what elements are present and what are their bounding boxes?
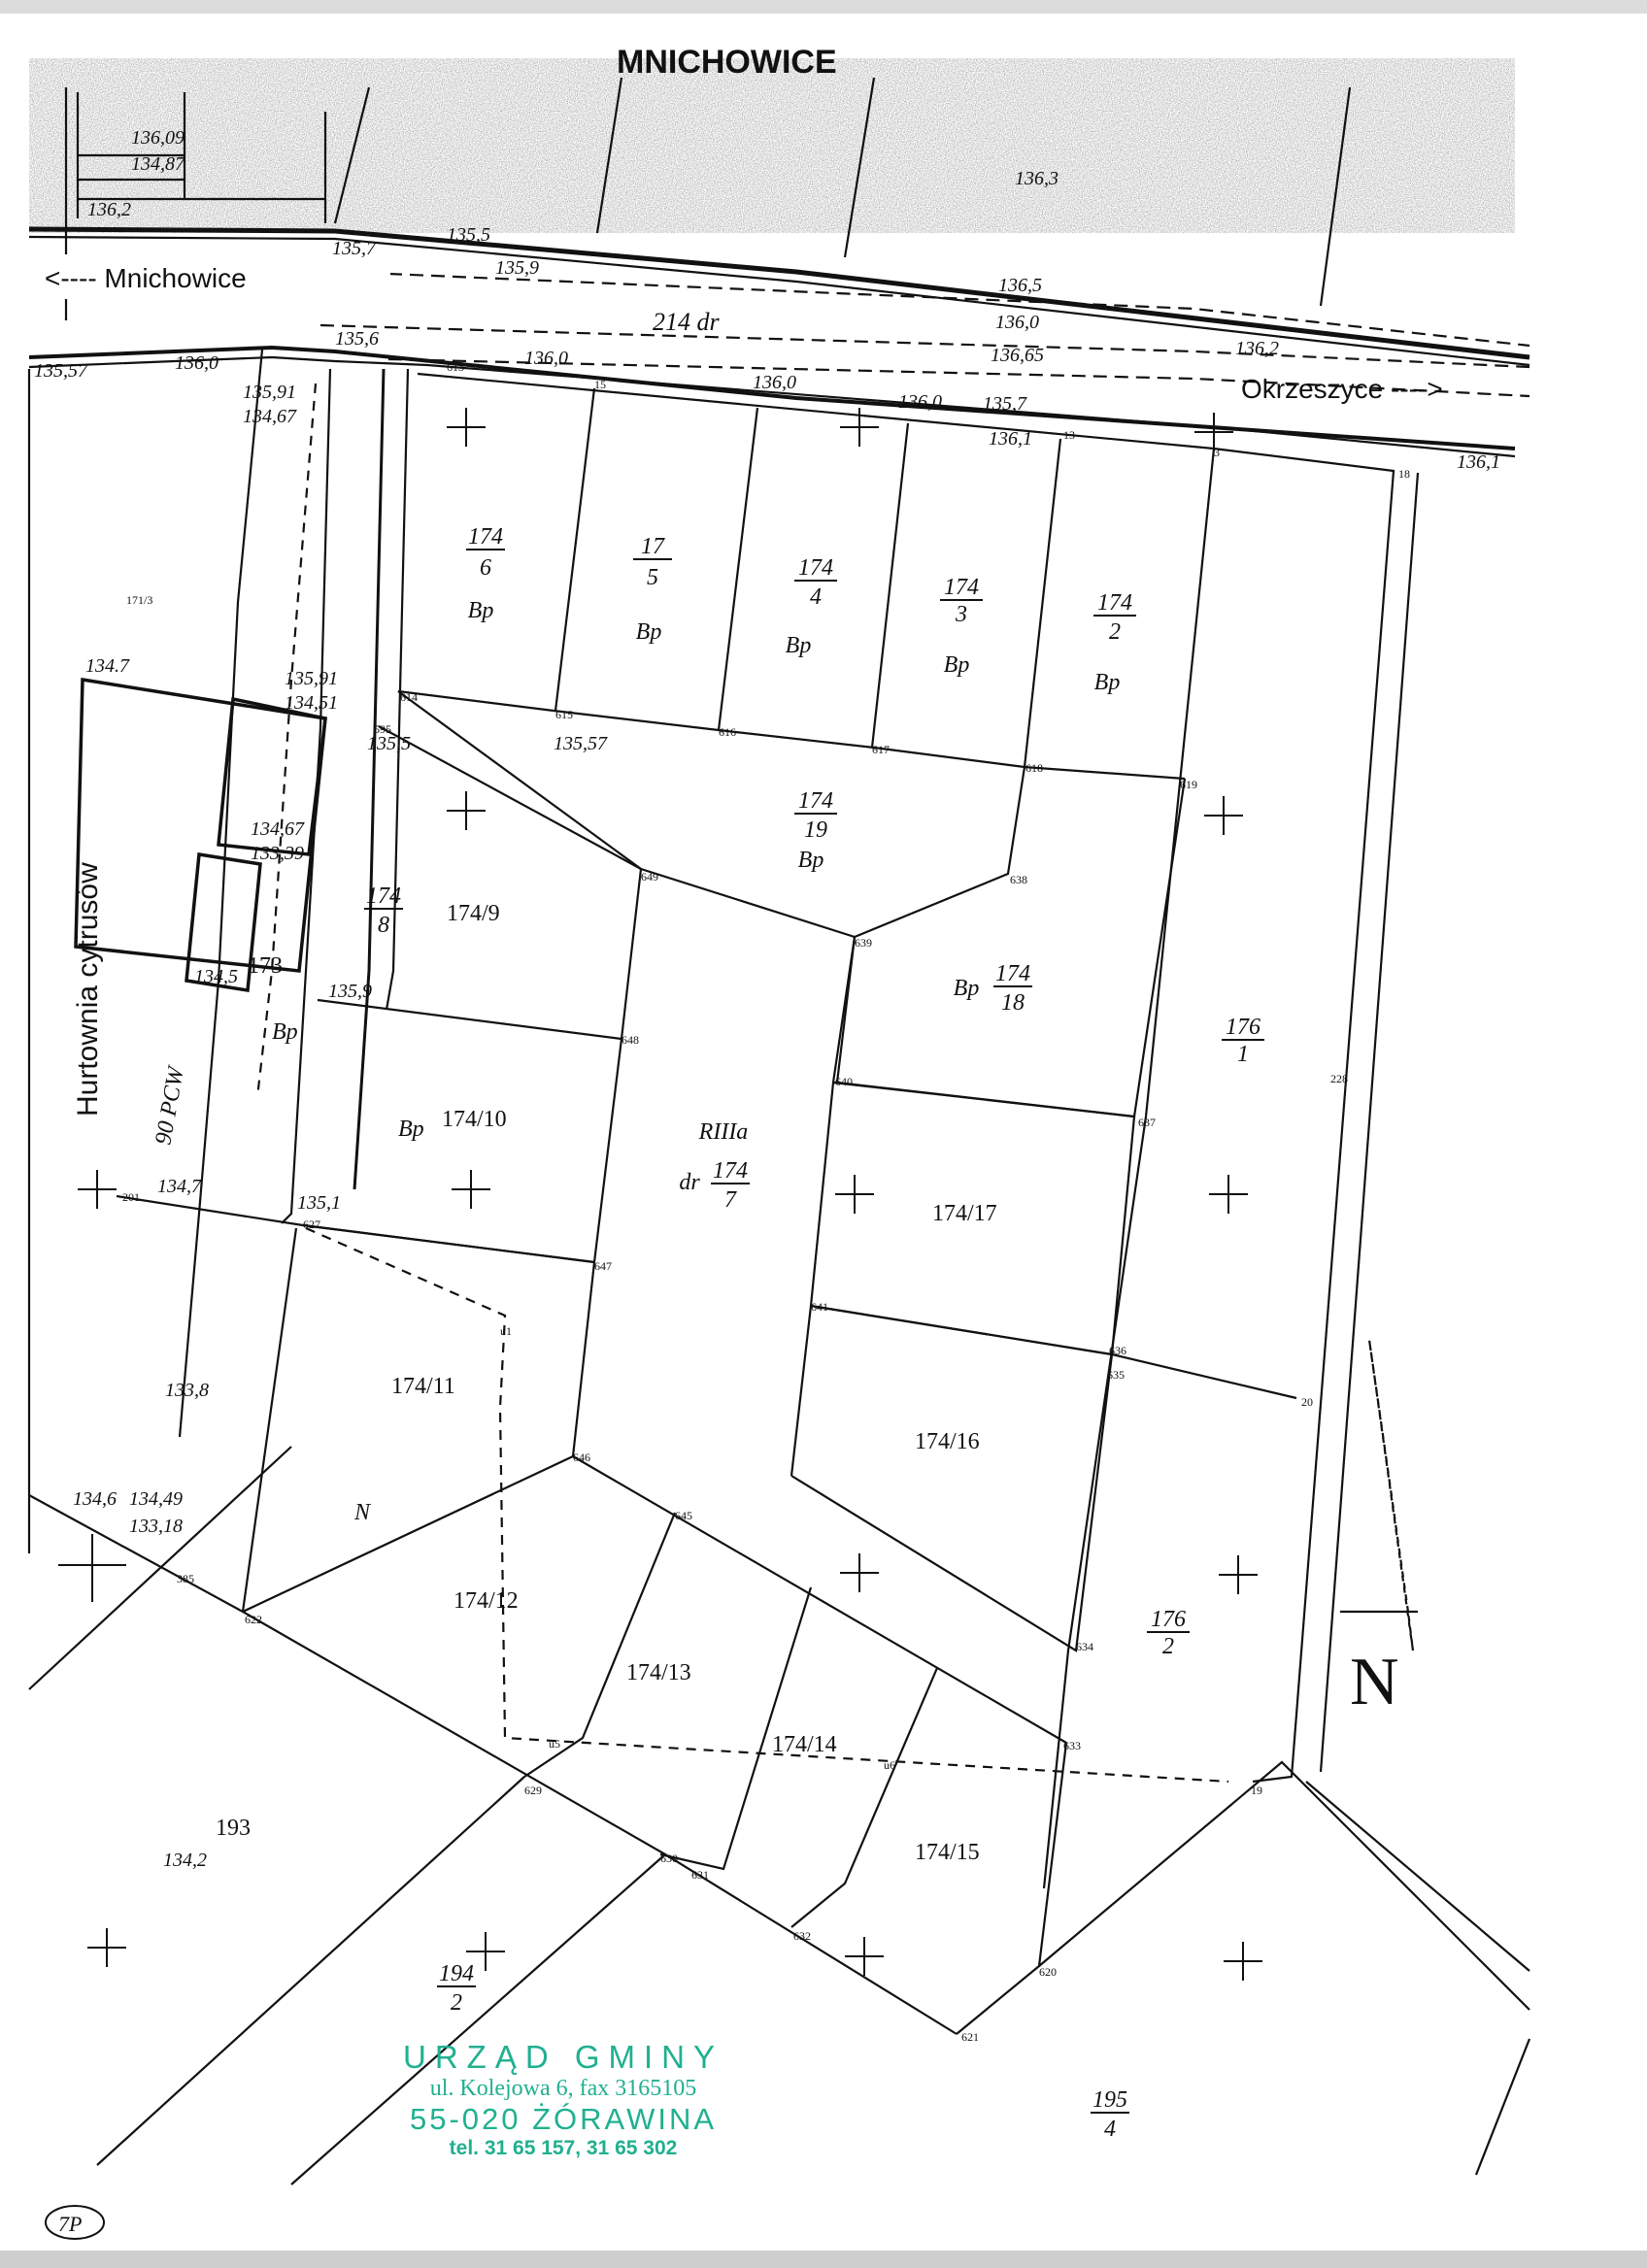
elev: 135,9 xyxy=(328,981,372,1002)
elev: 135,1 xyxy=(297,1192,341,1214)
parcel-2-den: 2 xyxy=(1109,619,1121,645)
diag-right-2 xyxy=(1306,1782,1529,1971)
left-boundary-1 xyxy=(180,350,262,1437)
parcel-11-boundary xyxy=(243,1262,594,1612)
elev: 133,8 xyxy=(165,1380,209,1401)
elev: 136,0 xyxy=(898,391,942,413)
parcel-5-num: 17 xyxy=(641,534,664,559)
elev: 135,57 xyxy=(554,733,607,754)
parcel-2-use: Bp xyxy=(1093,670,1121,695)
elev: 136,0 xyxy=(995,312,1039,333)
parcel-7-prefix: dr xyxy=(679,1170,700,1195)
elev: 134,67 xyxy=(243,406,296,427)
parcel-195-4-num: 195 xyxy=(1092,2087,1127,2113)
elev: 135,57 xyxy=(34,360,87,382)
north-arrow-letter: N xyxy=(1350,1645,1399,1719)
stamp-line-3: 55-020 ŻÓRAWINA xyxy=(409,2102,718,2136)
parcel-8-num: 174 xyxy=(366,884,401,909)
pt: 3 xyxy=(1214,446,1220,459)
north-arrow-line xyxy=(1369,1340,1413,1651)
elev: 135,7 xyxy=(332,238,376,259)
parcel-193: 193 xyxy=(216,1816,251,1841)
parcel-176-outer xyxy=(1214,449,1394,1782)
pt: 640 xyxy=(835,1075,853,1088)
elev: 136,5 xyxy=(998,275,1042,296)
hatch-line xyxy=(257,384,316,1097)
pt: 201 xyxy=(122,1190,140,1204)
elev: 135,91 xyxy=(285,668,338,689)
cross xyxy=(447,791,486,830)
cross xyxy=(835,1175,874,1214)
side-label: Hurtownia cytrusów xyxy=(72,862,104,1117)
parcel-14-15 xyxy=(791,1668,937,1927)
svg-text:7P: 7P xyxy=(58,2212,83,2236)
parcel-13-14 xyxy=(660,1587,811,1869)
parcel-16-boundary xyxy=(791,1306,1112,1651)
pt: 228 xyxy=(1330,1072,1348,1085)
parcel-numbers xyxy=(391,901,997,1865)
bp-left-a: Bp xyxy=(272,1019,298,1045)
parcel-11-left xyxy=(243,1228,296,1612)
cross xyxy=(840,1553,879,1592)
elev: 134,67 xyxy=(251,818,304,840)
parcel-7-den: 7 xyxy=(724,1187,736,1213)
elev: 134,7 xyxy=(157,1176,201,1197)
parcel-173: 173 xyxy=(248,953,283,979)
elev: 136,0 xyxy=(753,372,796,393)
pt: 19 xyxy=(1251,1784,1262,1797)
cross xyxy=(1204,796,1243,835)
elev: 136,09 xyxy=(131,127,185,149)
road-edge-dashed-2 xyxy=(320,325,1529,367)
parcel-4-num: 174 xyxy=(798,555,833,581)
map-title: MNICHOWICE xyxy=(617,44,837,81)
diag-left-1 xyxy=(29,1495,243,1612)
left-boundary-4 xyxy=(387,369,408,1010)
top-edge-shadow xyxy=(0,0,1647,14)
bp-left-b: Bp xyxy=(398,1117,424,1142)
parcel-174-15: 174/15 xyxy=(915,1840,980,1865)
pt: 629 xyxy=(524,1784,542,1797)
pt: 618 xyxy=(1025,761,1043,775)
elev: 134.7 xyxy=(85,655,129,677)
parcel-18-boundary xyxy=(837,779,1185,1117)
parcel-6-den: 6 xyxy=(480,555,491,581)
pt: 15 xyxy=(594,378,606,391)
elev: 136,0 xyxy=(175,352,218,374)
parcel-7-num: 174 xyxy=(713,1158,748,1184)
diag-right-1 xyxy=(1039,1762,1529,2010)
elev: 135,9 xyxy=(495,257,539,279)
parcel-18-num: 174 xyxy=(995,961,1030,986)
pt: 622 xyxy=(245,1613,262,1626)
cross xyxy=(447,408,486,447)
parcel-176-1-num: 176 xyxy=(1226,1015,1260,1040)
parcel-18-use: Bp xyxy=(953,976,980,1001)
parcel-19-den: 19 xyxy=(804,817,827,843)
parcel-8-den: 8 xyxy=(378,913,389,938)
parcel-19-use: Bp xyxy=(797,848,824,873)
elev: 136,65 xyxy=(991,345,1044,366)
parcel-10-boundary xyxy=(303,1039,622,1262)
parcel-3-use: Bp xyxy=(943,652,970,678)
pt: 613 xyxy=(447,360,464,374)
parcel-4-use: Bp xyxy=(785,633,812,658)
pt: 637 xyxy=(1138,1116,1156,1129)
parcel-div-3 xyxy=(872,423,908,748)
parcel-18-den: 18 xyxy=(1001,990,1025,1016)
pt: 616 xyxy=(719,725,736,739)
elev: 134,49 xyxy=(129,1488,183,1510)
parcel-174-16: 174/16 xyxy=(915,1429,980,1454)
elev: 136,1 xyxy=(989,428,1032,450)
cross xyxy=(58,1534,126,1602)
cross xyxy=(1219,1555,1258,1594)
parcel-174-10: 174/10 xyxy=(442,1107,507,1132)
diag-left-4 xyxy=(29,1447,291,1689)
pt: 645 xyxy=(675,1509,692,1522)
elev: 136,3 xyxy=(1015,168,1059,189)
diag-right-3 xyxy=(1476,2039,1529,2175)
parcel-195-4-den: 4 xyxy=(1104,2117,1116,2142)
office-stamp xyxy=(350,2039,777,2160)
parcel-176-divider xyxy=(1112,1354,1296,1398)
parcel-194-2-num: 194 xyxy=(439,1961,474,1986)
road-parcel-label: 214 dr xyxy=(653,308,720,336)
elev: 134,87 xyxy=(131,153,185,175)
parcel-2-num: 174 xyxy=(1097,590,1132,616)
stamp-line-2: ul. Kolejowa 6, fax 3165105 xyxy=(429,2076,697,2101)
parcel-5-den: 5 xyxy=(647,565,658,590)
bottom-edge-shadow xyxy=(0,2251,1647,2268)
pt: 630 xyxy=(660,1851,678,1865)
stamp-line-4: tel. 31 65 157, 31 65 302 xyxy=(449,2137,678,2159)
elev: 134,6 xyxy=(73,1488,117,1510)
pt: 639 xyxy=(855,936,872,950)
parcel-174-11: 174/11 xyxy=(391,1374,455,1399)
cross xyxy=(1224,1942,1262,1981)
parcel-row-bottom xyxy=(398,691,1185,779)
parcel-3-num: 174 xyxy=(944,575,979,600)
cross xyxy=(87,1928,126,1967)
elev: 136,2 xyxy=(87,199,131,220)
elev: 135,7 xyxy=(983,393,1026,415)
pt: 385 xyxy=(177,1572,194,1585)
elev: 135,5 xyxy=(447,224,490,246)
pt: 620 xyxy=(1039,1965,1057,1979)
pt: 615 xyxy=(555,708,573,721)
pipe-label: 90 PCW xyxy=(151,1065,189,1148)
left-boundary-3 xyxy=(354,369,384,1189)
parcel-15-bottom xyxy=(957,1743,1066,2034)
pt: 632 xyxy=(793,1929,811,1943)
pt: 648 xyxy=(622,1033,639,1047)
pt: 13 xyxy=(1063,428,1075,442)
parcel-6-use: Bp xyxy=(467,598,494,623)
misc-labels xyxy=(126,593,424,1841)
cross xyxy=(78,1170,117,1209)
parcel-176-2-den: 2 xyxy=(1162,1634,1174,1659)
parcel-div-2 xyxy=(719,408,757,730)
elev: 135,6 xyxy=(335,328,379,350)
elev: 134,5 xyxy=(194,966,238,987)
pt: 617 xyxy=(872,743,890,756)
pt: 627 xyxy=(303,1217,320,1231)
pt: 621 xyxy=(961,2030,979,2044)
diagonal-lower xyxy=(243,1612,957,2034)
parcel-174-13: 174/13 xyxy=(626,1660,691,1685)
parcel-19-num: 174 xyxy=(798,788,833,814)
pt: 614 xyxy=(400,690,418,704)
elev: 135,5 xyxy=(367,733,411,754)
elev: 134,51 xyxy=(285,692,338,714)
cross xyxy=(1209,1175,1248,1214)
elev: 133,18 xyxy=(129,1516,183,1537)
parcel-174-14: 174/14 xyxy=(772,1732,837,1757)
elev: 133,39 xyxy=(251,843,304,864)
parcel-3-den: 3 xyxy=(956,602,967,627)
parcel-4-den: 4 xyxy=(810,584,822,610)
pt: 646 xyxy=(573,1451,590,1464)
parcel-div-10-11 xyxy=(117,1196,594,1262)
pt: u1 xyxy=(500,1324,512,1338)
parcel-176-2-num: 176 xyxy=(1151,1607,1186,1632)
elev: 134,2 xyxy=(163,1850,207,1871)
pt: 595 xyxy=(374,722,391,736)
parcel-176-1-den: 1 xyxy=(1237,1042,1249,1067)
parcel-194-2-den: 2 xyxy=(451,1990,462,2016)
pt: 631 xyxy=(691,1868,709,1882)
road-label-left: <---- Mnichowice xyxy=(45,263,247,293)
elev: 136,0 xyxy=(524,348,568,369)
handwritten-signature xyxy=(41,2202,109,2243)
parcel-174-9: 174/9 xyxy=(447,901,500,926)
elev: 136,2 xyxy=(1235,338,1279,359)
pt: 635 xyxy=(1107,1368,1125,1382)
pt: 649 xyxy=(641,870,658,884)
elev: 136,1 xyxy=(1457,451,1500,473)
photocopy-noise xyxy=(29,58,1515,233)
pt: u6 xyxy=(884,1758,895,1772)
parcel-12-13 xyxy=(524,1513,675,1777)
parcel-5-use: Bp xyxy=(635,619,662,645)
stamp-line-1: URZĄD GMINY xyxy=(403,2039,723,2075)
parcel-174-17: 174/17 xyxy=(932,1201,997,1226)
parcel-div-4 xyxy=(1025,439,1060,767)
parcel-6-num: 174 xyxy=(468,524,503,550)
pt: 634 xyxy=(1076,1640,1093,1653)
parcel-div-1 xyxy=(555,388,594,711)
cross xyxy=(452,1170,490,1209)
parcel-174-12: 174/12 xyxy=(454,1588,519,1614)
parcel-7-use: RIIIa xyxy=(698,1119,749,1145)
pt: 647 xyxy=(594,1259,612,1273)
road-label-right: Okrzeszyce ----> xyxy=(1241,374,1443,404)
pt: 636 xyxy=(1109,1344,1126,1357)
n-small: N xyxy=(354,1500,371,1525)
pt: 641 xyxy=(811,1300,828,1314)
parcel-171-3: 171/3 xyxy=(126,593,153,607)
pt: 20 xyxy=(1301,1395,1313,1409)
pt: 633 xyxy=(1063,1739,1081,1752)
pt: 638 xyxy=(1010,873,1027,886)
road-edge-dashed-1 xyxy=(388,274,1529,346)
pt: 619 xyxy=(1180,778,1197,791)
pt: u5 xyxy=(549,1737,560,1751)
pt: 18 xyxy=(1398,467,1410,481)
elev: 135,91 xyxy=(243,382,296,403)
